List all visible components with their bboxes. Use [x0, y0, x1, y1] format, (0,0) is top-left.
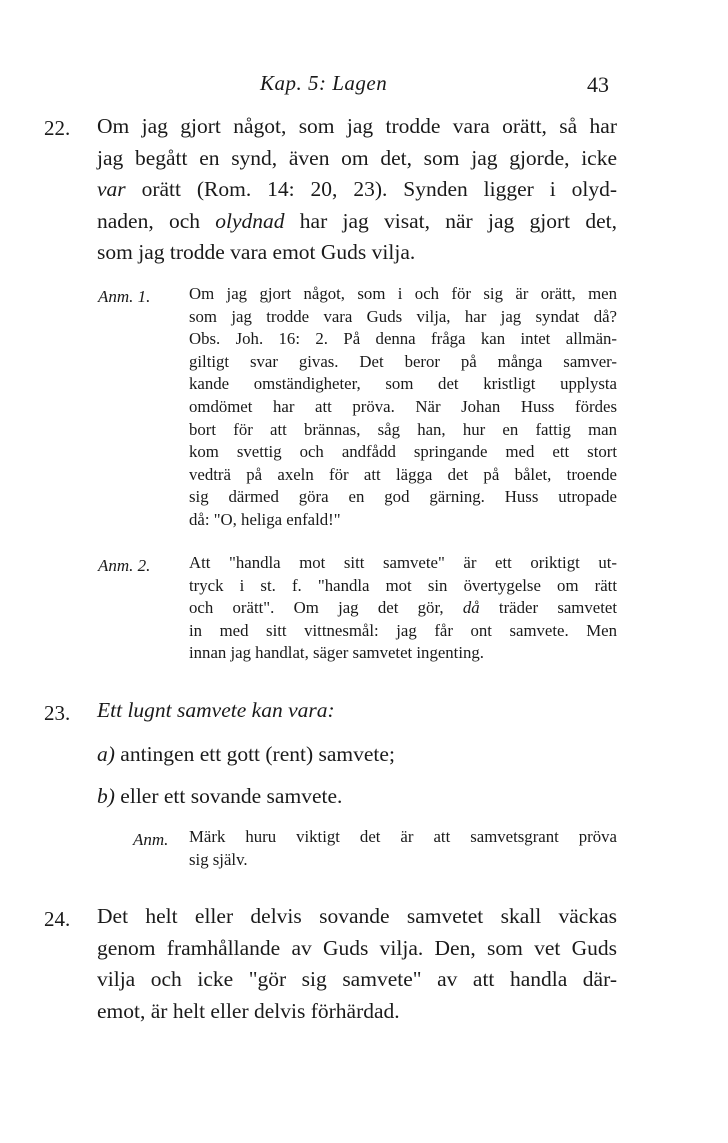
anm-1-line: omdömet har att pröva. När Johan Huss fördes	[189, 396, 617, 416]
anm-23-note	[189, 826, 617, 871]
anm-1-line: som jag trodde vara Guds vilja, har jag syndat då?	[189, 306, 617, 326]
anm-1-line: giltigt svar givas. Det beror på många samver-	[189, 351, 617, 371]
anm-2-note	[189, 552, 617, 665]
paragraph-number-22: 22.	[44, 116, 71, 140]
anm-1-note	[189, 283, 617, 532]
anm-1-line: sig därmed göra en god gärning. Huss utropade	[189, 487, 617, 507]
paragraph-22-line-2: jag begått en synd, även om det, som jag gjorde, icke	[97, 145, 617, 170]
paragraph-23-heading: Ett lugnt samvete kan vara:	[97, 698, 335, 722]
anm-2-line-3: och orätt". Om jag det gör, då träder samvetet	[189, 598, 617, 618]
item-a-text: antingen ett gott (rent) samvete;	[120, 742, 395, 766]
anm-1-line: kom svettig och andfådd springande med ett stort	[189, 442, 617, 462]
paragraph-22-line-5: som jag trodde vara emot Guds vilja.	[97, 240, 416, 265]
anm-1-line: Om jag gjort något, som i och för sig är orätt, men	[189, 284, 617, 303]
anm-2-line: tryck i st. f. "handla mot sin övertygelse om rätt	[189, 575, 617, 595]
anm-23-line-1: Märk huru viktigt det är att samvetsgrant pröva	[189, 827, 617, 846]
paragraph-22-line-3: var orätt (Rom. 14: 20, 23). Synden ligger i olyd-	[97, 177, 617, 202]
anm-2-label: Anm. 2.	[98, 556, 151, 575]
anm-2-line: innan jag handlat, säger samvetet ingenting.	[189, 643, 484, 663]
anm-1-line: då: "O, heliga enfald!"	[189, 509, 341, 529]
item-b	[97, 784, 342, 809]
anm-1-line: Obs. Joh. 16: 2. På denna fråga kan intet allmän-	[189, 329, 617, 349]
anm-23-line-2: sig själv.	[189, 849, 248, 869]
anm-1-label: Anm. 1.	[98, 287, 151, 306]
item-a-marker: a)	[97, 742, 115, 766]
paragraph-24-line: emot, är helt eller delvis förhärdad.	[97, 998, 400, 1023]
item-b-marker: b)	[97, 784, 115, 808]
anm-1-line: kande omständigheter, som det kristligt upplysta	[189, 374, 617, 394]
paragraph-24	[97, 901, 617, 1027]
anm-1-line: bort för att brännas, såg han, hur en fattig man	[189, 419, 617, 439]
paragraph-number-23: 23.	[44, 701, 71, 725]
paragraph-24-line: genom framhållande av Guds vilja. Den, som vet Guds	[97, 935, 617, 960]
anm-23-label: Anm.	[133, 830, 169, 849]
paragraph-24-line: Det helt eller delvis sovande samvetet skall väckas	[97, 904, 617, 928]
paragraph-number-24: 24.	[44, 907, 71, 931]
paragraph-22	[97, 111, 617, 269]
paragraph-24-line: vilja och icke "gör sig samvete" av att handla där-	[97, 967, 617, 992]
anm-1-line: vedträ på axeln för att lägga det på bålet, troende	[189, 464, 617, 484]
anm-2-line: in med sitt vittnesmål: jag får ont samvete. Men	[189, 620, 617, 640]
item-a	[97, 742, 395, 767]
paragraph-22-line-1: Om jag gjort något, som jag trodde vara orätt, så har	[97, 114, 617, 138]
anm-2-line: Att "handla mot sitt samvete" är ett oriktigt ut-	[189, 553, 617, 572]
item-b-text: eller ett sovande samvete.	[120, 784, 343, 808]
running-header-title: Kap. 5: Lagen	[260, 71, 388, 95]
page-number: 43	[587, 72, 609, 97]
paragraph-22-line-4: naden, och olydnad har jag visat, när jag gjort det,	[97, 208, 617, 233]
